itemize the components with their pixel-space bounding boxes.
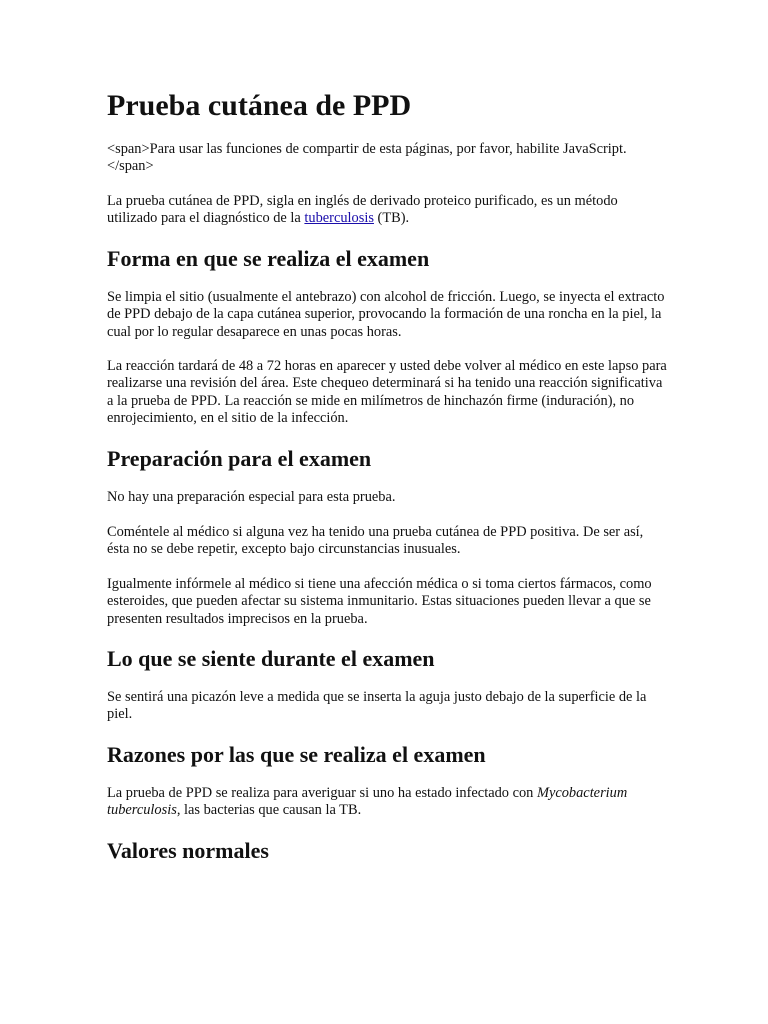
heading-preparation: Preparación para el examen [107,446,372,471]
preparation-paragraph-3: Igualmente infórmele al médico si tiene una afección médica o si toma ciertos fármacos, como esteroides, que pueden afectar su sistema inmunitario. Estas situaciones pueden llevar a que se presenten resultados imprecisos en la prueba. [107,576,652,627]
heading-normal-values: Valores normales [107,838,269,863]
intro-text-end: (TB). [373,210,410,227]
heading-feeling: Lo que se siente durante el examen [107,646,435,671]
tuberculosis-link[interactable]: tuberculosis [304,210,374,227]
feeling-paragraph-1: Se sentirá una picazón leve a medida que se inserta la aguja justo debajo de la superficie de la piel. [107,689,647,723]
procedure-paragraph-2: La reacción tardará de 48 a 72 horas en aparecer y usted debe volver al médico en este lapso para realizarse una revisión del área. Este chequeo determinará si ha tenido una reacción significativa a la prueba de PPD. La reacción se mide en milímetros de hinchazón firme (induración), no enrojecimiento, en el sitio de la infección. [107,358,667,427]
reasons-text-end: , las bacterias que causan la TB. [176,802,362,819]
javascript-notice: <span>Para usar las funciones de compartir de esta páginas, por favor, habilite JavaScript.</span> [107,141,627,175]
procedure-paragraph-1: Se limpia el sitio (usualmente el antebrazo) con alcohol de fricción. Luego, se inyecta el extracto de PPD debajo de la capa cutánea superior, provocando la formación de una roncha en la piel, la cual por lo regular desaparece en unas pocas horas. [107,289,665,340]
heading-procedure: Forma en que se realiza el examen [107,246,430,271]
preparation-paragraph-1: No hay una preparación especial para esta prueba. [107,489,396,505]
heading-reasons: Razones por las que se realiza el examen [107,742,486,767]
page-title: Prueba cutánea de PPD [107,89,412,122]
reasons-paragraph-1 [107,785,667,820]
reasons-text: La prueba de PPD se realiza para averiguar si uno ha estado infectado con [107,785,537,801]
intro-text: La prueba cutánea de PPD, sigla en inglés de derivado proteico purificado, es un método utilizado para el diagnóstico de la [107,193,618,227]
bacteria-name: Mycobacterium tuberculosis [107,785,628,819]
preparation-paragraph-2: Coméntele al médico si alguna vez ha tenido una prueba cutánea de PPD positiva. De ser así, ésta no se debe repetir, excepto bajo circunstancias inusuales. [107,524,644,558]
intro-paragraph [107,193,667,228]
